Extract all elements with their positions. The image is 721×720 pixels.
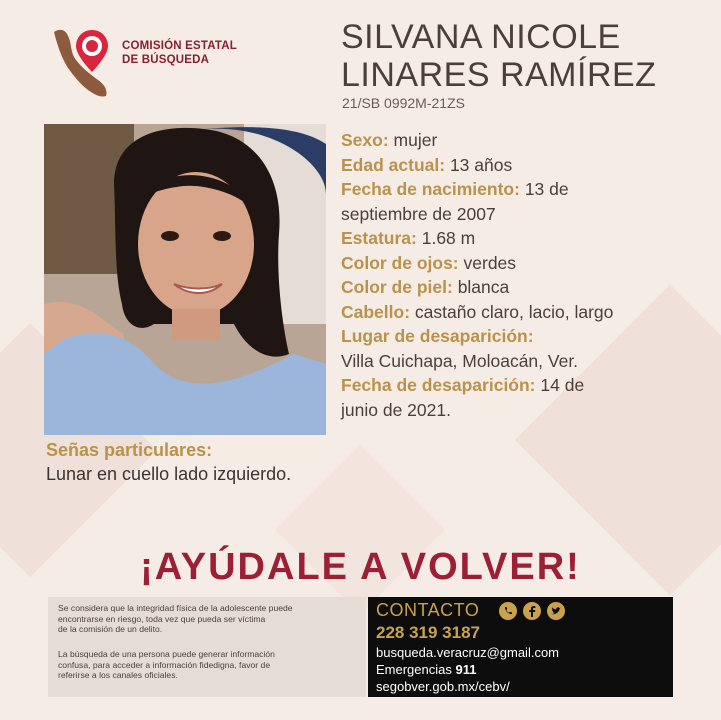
name-line-1: SILVANA NICOLE xyxy=(341,18,621,56)
detail-place-label: Lugar de desaparición: xyxy=(341,326,534,346)
detail-value: verdes xyxy=(463,252,517,273)
disclaimer-line: de la comisión de un delito. xyxy=(58,624,163,634)
missing-person-photo xyxy=(44,124,326,435)
marks-value: Lunar en cuello lado izquierdo. xyxy=(46,464,292,484)
disclaimer-paragraph-1 xyxy=(58,603,364,635)
detail-label: Color de piel: xyxy=(341,277,453,297)
detail-hair xyxy=(341,300,691,325)
marks-label: Señas particulares: xyxy=(46,440,213,460)
contact-box xyxy=(368,597,673,697)
contact-website: segobver.gob.mx/cebv/ xyxy=(376,679,510,694)
disclaimer-box xyxy=(48,597,366,697)
contact-title: CONTACTO xyxy=(376,600,480,620)
logo-line-1: COMISIÓN ESTATAL xyxy=(122,40,237,52)
call-to-action: ¡AYÚDALE A VOLVER! xyxy=(140,546,581,588)
detail-label: Fecha de nacimiento: xyxy=(341,179,520,199)
detail-birth-cont: septiembre de 2007 xyxy=(341,203,496,224)
map-pin-icon xyxy=(72,28,112,74)
detail-eyes xyxy=(341,251,691,276)
person-details xyxy=(341,128,691,422)
person-name xyxy=(341,18,701,94)
facebook-icon xyxy=(523,602,541,620)
contact-email: busqueda.veracruz@gmail.com xyxy=(376,645,560,660)
detail-value: blanca xyxy=(457,277,510,297)
contact-emergency xyxy=(376,662,476,677)
logo xyxy=(50,26,250,102)
disclaimer-line: encontrarse en riesgo, toda vez que pueda ser víctima xyxy=(58,613,266,624)
twitter-icon xyxy=(547,602,565,620)
detail-label: Fecha de desaparición: xyxy=(341,375,536,395)
detail-label: Estatura: xyxy=(341,228,417,248)
disclaimer-line: confusa, para acceder a información fidedigna, favor de xyxy=(58,659,271,670)
detail-date xyxy=(341,373,691,398)
detail-value: 1.68 m xyxy=(421,228,476,248)
whatsapp-icon xyxy=(499,602,517,620)
detail-value: 13 años xyxy=(449,154,513,175)
detail-place: Villa Cuichapa, Moloacán, Ver. xyxy=(341,350,579,371)
detail-value: 14 de xyxy=(540,375,585,395)
case-id: 21/SB 0992M-21ZS xyxy=(342,95,465,111)
disclaimer-line: Se considera que la integridad física de la adolescente puede xyxy=(58,603,293,613)
disclaimer-line: La búsqueda de una persona puede generar información xyxy=(58,649,275,659)
contact-phone: 228 319 3187 xyxy=(376,623,480,642)
detail-label: Cabello: xyxy=(341,301,411,322)
detail-value: castaño claro, lacio, largo xyxy=(414,301,614,322)
detail-sex xyxy=(341,128,691,153)
disclaimer-paragraph-2 xyxy=(58,649,364,681)
background-diamond xyxy=(275,445,445,615)
name-line-2: LINARES RAMÍREZ xyxy=(341,56,657,94)
detail-skin xyxy=(341,275,691,300)
detail-value: 13 de xyxy=(524,179,569,199)
logo-text xyxy=(122,39,237,67)
detail-height xyxy=(341,226,691,251)
emergency-label: Emergencias xyxy=(376,662,452,677)
disclaimer-line: referirse a los canales oficiales. xyxy=(58,670,178,680)
detail-label: Edad actual: xyxy=(341,154,446,175)
detail-value: mujer xyxy=(393,130,438,150)
detail-birth xyxy=(341,177,691,202)
detail-label: Sexo: xyxy=(341,130,389,150)
emergency-number: 911 xyxy=(455,662,477,677)
detail-age xyxy=(341,153,691,178)
logo-line-2: DE BÚSQUEDA xyxy=(122,54,210,66)
detail-date-cont: junio de 2021. xyxy=(341,399,451,420)
detail-label: Color de ojos: xyxy=(341,252,459,273)
